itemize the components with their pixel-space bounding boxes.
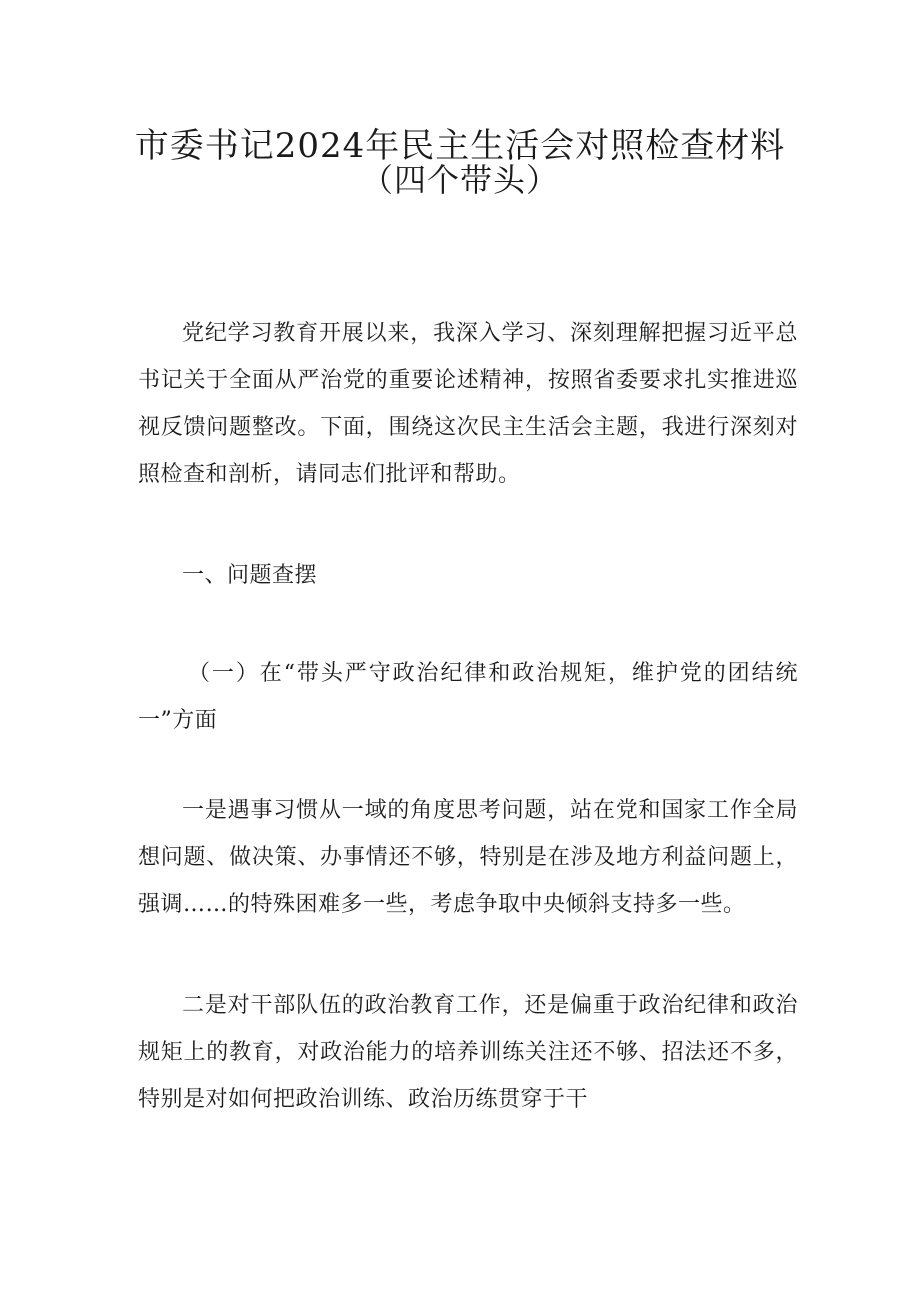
subsection-heading: （一）在“带头严守政治纪律和政治规矩，维护党的团结统一”方面: [138, 661, 798, 733]
section-heading: 一、问题查摆: [182, 563, 318, 588]
body-paragraph-1: 一是遇事习惯从一域的角度思考问题，站在党和国家工作全局想问题、做决策、办事情还不够，特别是在涉及地方利益问题上，强调……的特殊困难多一些，考虑争取中央倾斜支持多一些。: [138, 798, 798, 917]
body-paragraph-2: 二是对干部队伍的政治教育工作，还是偏重于政治纪律和政治规矩上的教育，对政治能力的培养训练关注还不够、招法还不多，特别是对如何把政治训练、政治历练贯穿于干: [138, 993, 798, 1112]
intro-paragraph: 党纪学习教育开展以来，我深入学习、深刻理解把握习近平总书记关于全面从严治党的重要论述精神，按照省委要求扎实推进巡视反馈问题整改。下面，围绕这次民主生活会主题，我进行深刻对照检查和剖析，请同志们批评和帮助。: [138, 321, 798, 487]
document-title: 市委书记2024年民主生活会对照检查材料: [134, 126, 786, 166]
document-subtitle: （四个带头）: [360, 161, 559, 199]
